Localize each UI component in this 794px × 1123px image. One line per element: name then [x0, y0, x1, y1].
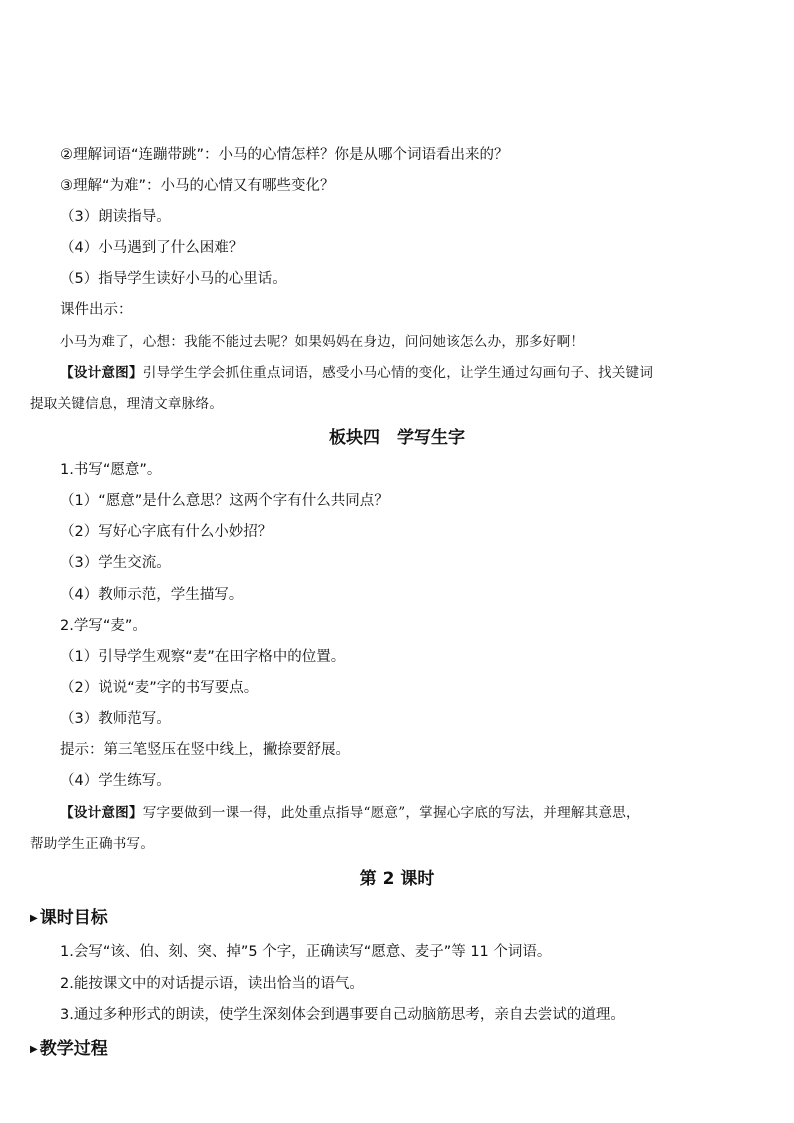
body-line: （2）说说“麦”字的书写要点。 — [60, 680, 259, 696]
body-line: （5）指导学生读好小马的心里话。 — [60, 271, 287, 287]
body-line: （1）引导学生观察“麦”在田字格中的位置。 — [60, 649, 346, 665]
courseware-quote: 小马为难了，心想：我能不能过去呢？如果妈妈在身边，问问她该怎么办，那多好啊！ — [60, 334, 585, 350]
body-line: 1.书写“愿意”。 — [60, 462, 162, 478]
body-line: （2）写好心字底有什么小妙招？ — [60, 524, 273, 540]
design-intent-tag: 【设计意图】 — [60, 365, 143, 381]
body-line: （3）教师范写。 — [60, 711, 171, 727]
goal-item: 1.会写“该、伯、刻、突、掉”5 个字，正确读写“愿意、麦子”等 11 个词语。 — [60, 944, 552, 960]
triangle-bullet-icon: ▶ — [30, 913, 38, 924]
body-line: （4）教师示范，学生描写。 — [60, 587, 244, 603]
lesson-heading: 第 2 课时 — [359, 869, 435, 889]
body-line: （3）学生交流。 — [60, 555, 171, 571]
section-title-text: 教学过程 — [39, 1039, 108, 1059]
section-heading: 板块四 学写生字 — [329, 428, 465, 448]
body-line: 2.学写“麦”。 — [60, 618, 147, 634]
design-intent-text: 提取关键信息，理清文章脉络。 — [30, 396, 224, 412]
body-line: （4）学生练写。 — [60, 773, 171, 789]
body-line: ③理解“为难”：小马的心情又有哪些变化？ — [60, 178, 335, 194]
body-line: （4）小马遇到了什么困难？ — [60, 240, 244, 256]
body-line: （1）“愿意”是什么意思？这两个字有什么共同点？ — [60, 493, 389, 509]
body-line: （3）朗读指导。 — [60, 209, 171, 225]
body-line: 提示：第三笔竖压在竖中线上，撇捺要舒展。 — [60, 742, 350, 758]
design-intent-paragraph — [60, 363, 653, 383]
design-intent-text: 引导学生学会抓住重点词语，感受小马心情的变化，让学生通过勾画句子、找关键词 — [142, 365, 654, 381]
design-intent-text: 帮助学生正确书写。 — [30, 836, 155, 852]
design-intent-text: 写字要做到一课一得，此处重点指导“愿意”，掌握心字底的写法，并理解其意思， — [142, 805, 640, 821]
goal-item: 2.能按课文中的对话提示语，读出恰当的语气。 — [60, 976, 364, 992]
section-title-text: 课时目标 — [39, 908, 108, 928]
section-title-goals — [30, 906, 108, 931]
section-title-process — [30, 1037, 108, 1062]
body-line: ②理解词语“连蹦带跳”：小马的心情怎样？你是从哪个词语看出来的？ — [60, 147, 509, 163]
goal-item: 3.通过多种形式的朗读，使学生深刻体会到遇事要自己动脑筋思考，亲自去尝试的道理。 — [60, 1007, 625, 1023]
triangle-bullet-icon: ▶ — [30, 1044, 38, 1055]
design-intent-tag: 【设计意图】 — [60, 805, 143, 821]
body-line: 课件出示： — [60, 302, 133, 318]
design-intent-paragraph — [60, 803, 640, 823]
